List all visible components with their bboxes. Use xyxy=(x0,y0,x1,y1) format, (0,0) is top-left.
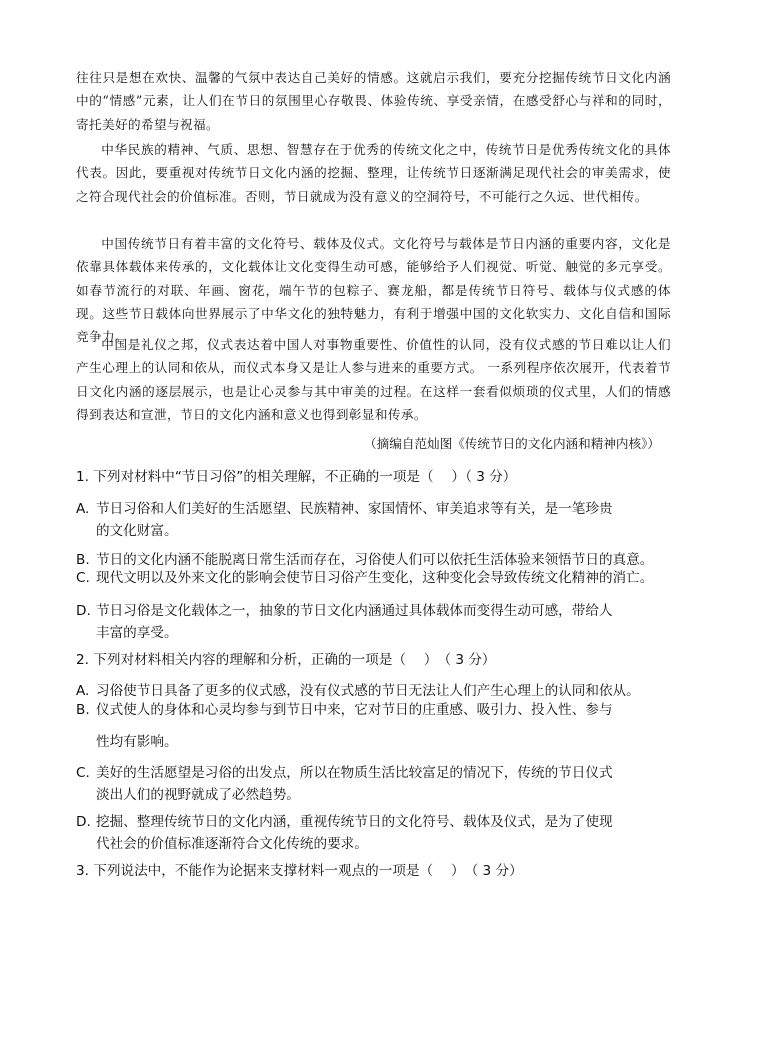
paragraph-text: 往往只是想在欢快、温馨的气氛中表达自己美好的情感。这就启示我们，要充分挖掘传统节日文化内涵中的“情感”元素，让人们在节日的氛围里心存敬畏、体验传统、享受亲情，在感受舒心与祥和的同时，寄托美好的希望与祝福。 xyxy=(76,70,671,132)
option-label: C. xyxy=(76,570,90,586)
option-text: 节日的文化内涵不能脱离日常生活而存在，习俗使人们可以依托生活体验来领悟节日的真意。 xyxy=(96,552,654,568)
option-text: 节日习俗和人们美好的生活愿望、民族精神、家国情怀、审美追求等有关，是一笔珍贵 xyxy=(96,501,613,517)
question-2-option-c[interactable] xyxy=(76,762,666,806)
passage-paragraph-1 xyxy=(76,66,671,136)
option-label: D. xyxy=(76,603,91,619)
paragraph-text: 中国是礼仪之邦，仪式表达着中国人对事物重要性、价值性的认同，没有仪式感的节日难以让人们产生心理上的认同和依从，而仪式本身又是让人参与进来的重要方式。 一系列程序依次展开，代表着节日文化内涵的逐层展示，也是让心灵参与其中审美的过程。在这样一套看似烦琐的仪式里，人们的情感得到表达和宣泄，节日的文化内涵和意义也得到彰显和传承。 xyxy=(76,337,671,422)
question-1-option-a[interactable] xyxy=(76,498,666,542)
option-label: A. xyxy=(76,501,90,517)
question-2-stem: 2. 下列对材料相关内容的理解和分析，正确的一项是（ ） （ 3 分） xyxy=(76,652,496,668)
passage-paragraph-3 xyxy=(76,232,671,348)
paragraph-text: 中国传统节日有着丰富的文化符号、载体及仪式。文化符号与载体是节日内涵的重要内容，文化是依靠具体载体来传承的，文化载体让文化变得生动可感，能够给予人们视觉、听觉、触觉的多元享受。如春节流行的对联、年画、窗花，端午节的包粽子、赛龙船，都是传统节日符号、载体与仪式感的体现。这些节日载体向世界展示了中华文化的独特魅力，有利于增强中国的文化软实力、文化自信和国际竞争力。 xyxy=(76,236,671,345)
option-text: 习俗使节日具备了更多的仪式感，没有仪式感的节日无法让人们产生心理上的认同和依从。 xyxy=(96,683,640,699)
question-2-option-d[interactable] xyxy=(76,811,666,855)
passage-source: （摘编自范灿图《传统节日的文化内涵和精神内核》） xyxy=(364,436,660,451)
option-text-continued: 代社会的价值标准逐渐符合文化传统的要求。 xyxy=(96,836,368,852)
option-label: C. xyxy=(76,765,90,781)
option-text: 仪式使人的身体和心灵均参与到节日中来，它对节日的庄重感、吸引力、投入性、参与 xyxy=(96,702,613,718)
question-3-stem: 3. 下列说法中，不能作为论据来支撑材料一观点的一项是（ ） （ 3 分） xyxy=(76,863,523,879)
option-text: 节日习俗是文化载体之一，抽象的节日文化内涵通过具体载体而变得生动可感，带给人 xyxy=(96,603,613,619)
question-2-option-b[interactable] xyxy=(76,699,666,721)
option-label: A. xyxy=(76,683,90,699)
option-label: B. xyxy=(76,552,90,568)
passage-paragraph-2 xyxy=(76,138,671,208)
question-1-stem: 1. 下列对材料中“节日习俗”的相关理解，不正确的一项是（ ）（ 3 分） xyxy=(76,469,517,485)
option-label: B. xyxy=(76,702,90,718)
option-text-continued: 的文化财富。 xyxy=(96,523,178,539)
paragraph-text: 中华民族的精神、气质、思想、智慧存在于优秀的传统文化之中，传统节日是优秀传统文化的具体代表。因此，要重视对传统节日文化内涵的挖掘、整理，让传统节日逐渐满足现代社会的审美需求，使之符合现代社会的价值标准。否则，节日就成为没有意义的空洞符号，不可能行之久远、世代相传。 xyxy=(76,142,671,204)
option-label: D. xyxy=(76,814,91,830)
option-text-continued: 丰富的享受。 xyxy=(96,625,178,641)
question-2-option-b-continued xyxy=(76,731,666,753)
option-text: 挖掘、整理传统节日的文化内涵，重视传统节日的文化符号、载体及仪式，是为了使现 xyxy=(96,814,613,830)
option-text-continued: 淡出人们的视野就成了必然趋势。 xyxy=(96,787,300,803)
question-1-option-c[interactable] xyxy=(76,567,666,589)
option-text-continued: 性均有影响。 xyxy=(96,734,178,750)
passage-paragraph-4 xyxy=(76,333,671,426)
option-text: 现代文明以及外来文化的影响会使节日习俗产生变化，这种变化会导致传统文化精神的消亡。 xyxy=(96,570,654,586)
question-1-option-d[interactable] xyxy=(76,600,666,644)
option-text: 美好的生活愿望是习俗的出发点，所以在物质生活比较富足的情况下，传统的节日仪式 xyxy=(96,765,613,781)
